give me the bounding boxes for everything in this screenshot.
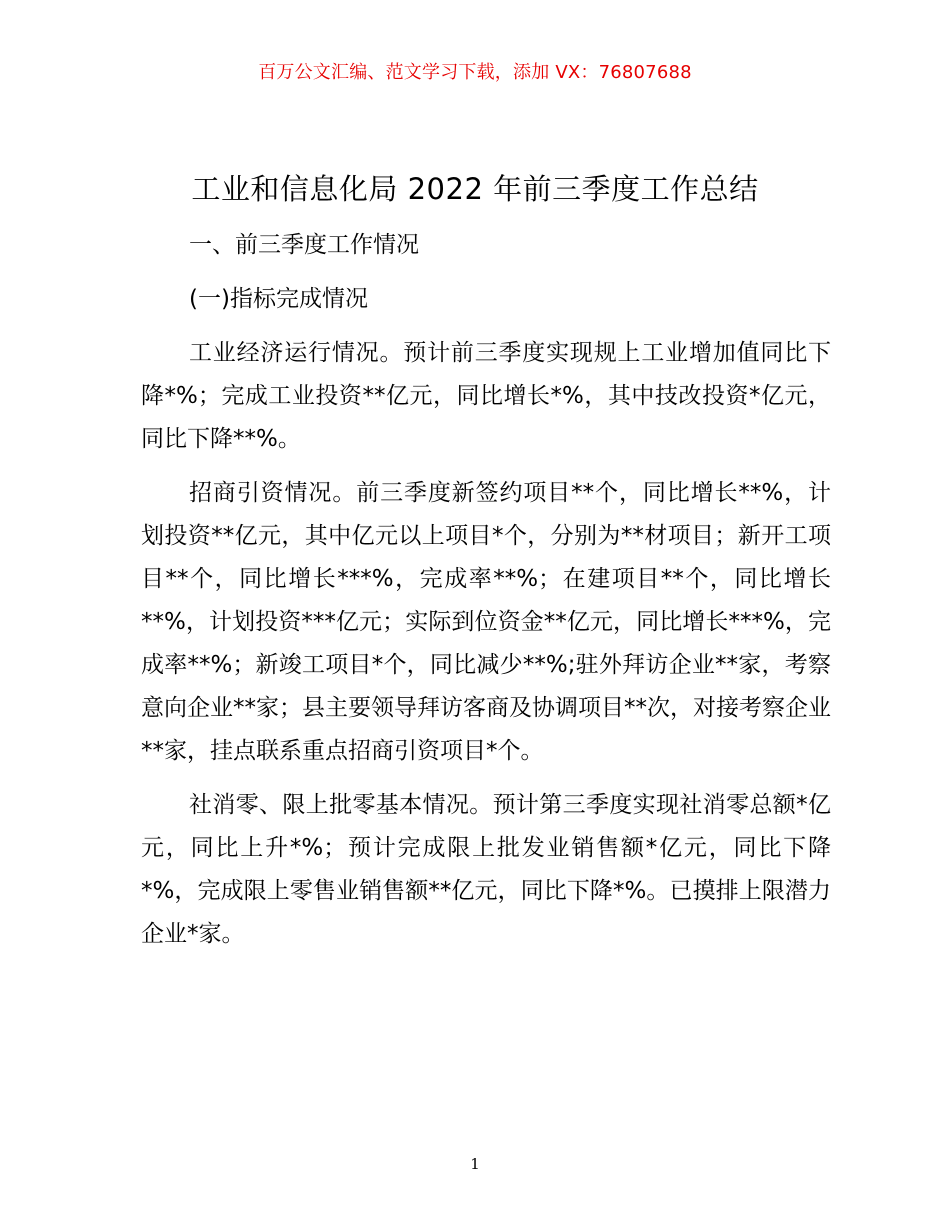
document-title: 工业和信息化局 2022 年前三季度工作总结 [191, 172, 759, 206]
page-number: 1 [470, 1155, 480, 1173]
document-body [141, 224, 831, 967]
paragraph-investment-attraction: 招商引资情况。前三季度新签约项目**个，同比增长**%，计划投资**亿元，其中亿元以上项目*个，分别为**材项目；新开工项目**个，同比增长***%，完成率**%；在建项目**个，同比增长**%，计划投资***亿元；实际到位资金**亿元，同比增长***%，完成率**%；新竣工项目*个，同比减少**%;驻外拜访企业**家，考察意向企业**家；县主要领导拜访客商及协调项目**次，对接考察企业**家，挂点联系重点招商引资项目*个。 [141, 480, 831, 764]
header-watermark-note: 百万公文汇编、范文学习下载，添加 VX：76807688 [258, 62, 692, 83]
subsection-heading: (一)指标完成情况 [189, 286, 368, 312]
section-heading: 一、前三季度工作情况 [189, 232, 419, 258]
paragraph-retail-sales: 社消零、限上批零基本情况。预计第三季度实现社消零总额*亿元，同比上升*%；预计完成限上批发业销售额*亿元，同比下降*%，完成限上零售业销售额**亿元，同比下降*%。已摸排上限潜力企业*家。 [141, 792, 831, 947]
paragraph-industrial-economy: 工业经济运行情况。预计前三季度实现规上工业增加值同比下降*%；完成工业投资**亿元，同比增长*%，其中技改投资*亿元，同比下降**%。 [141, 340, 831, 452]
